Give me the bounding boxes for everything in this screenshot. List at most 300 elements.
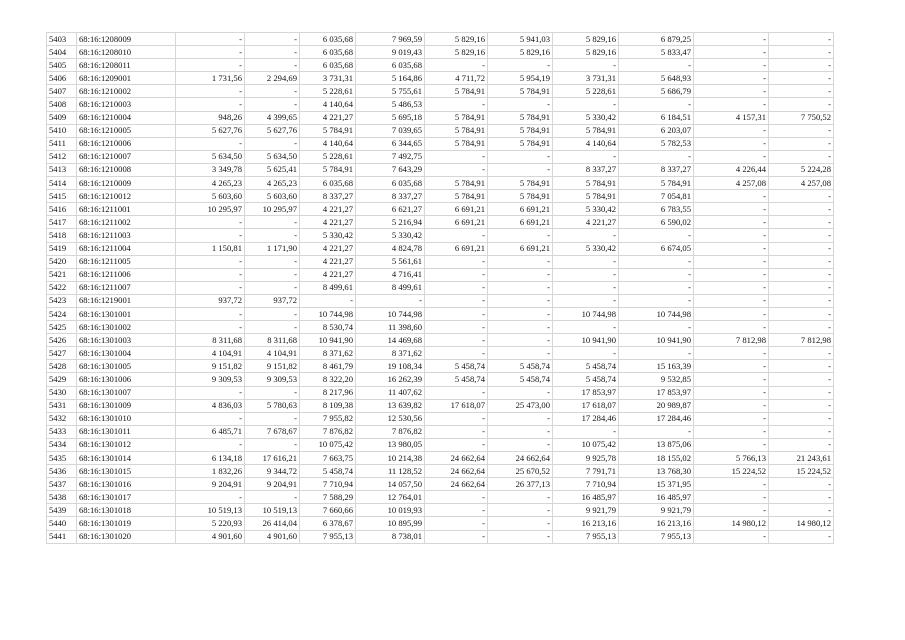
value-cell-5: 24 662,64 (425, 452, 488, 465)
value-cell-3: 5 228,61 (300, 150, 356, 163)
value-cell-6: 5 784,91 (488, 85, 553, 98)
value-cell-7: - (553, 268, 619, 281)
value-cell-9: 14 980,12 (694, 517, 769, 530)
value-cell-8: - (619, 98, 694, 111)
value-cell-6: 5 458,74 (488, 360, 553, 373)
row-number-cell: 5411 (47, 137, 77, 150)
cadastral-number-cell: 68:16:1210004 (77, 111, 176, 124)
value-cell-2: 17 616,21 (245, 452, 300, 465)
value-cell-4: 5 755,61 (356, 85, 425, 98)
value-cell-5: 6 691,21 (425, 203, 488, 216)
value-cell-4: 14 469,68 (356, 334, 425, 347)
cadastral-number-cell: 68:16:1301018 (77, 504, 176, 517)
value-cell-3: 8 371,62 (300, 347, 356, 360)
data-table (46, 32, 834, 544)
value-cell-7: 7 710,94 (553, 478, 619, 491)
value-cell-5: - (425, 255, 488, 268)
cadastral-number-cell: 68:16:1208010 (77, 46, 176, 59)
value-cell-6: - (488, 321, 553, 334)
value-cell-4: 12 530,56 (356, 412, 425, 425)
value-cell-2: 5 634,50 (245, 150, 300, 163)
value-cell-5: - (425, 425, 488, 438)
value-cell-10: - (769, 242, 834, 255)
value-cell-2: - (245, 98, 300, 111)
value-cell-1: 5 634,50 (176, 150, 245, 163)
value-cell-7: - (553, 150, 619, 163)
value-cell-1: - (176, 85, 245, 98)
value-cell-2: - (245, 33, 300, 46)
value-cell-9: 15 224,52 (694, 465, 769, 478)
value-cell-3: 5 228,61 (300, 85, 356, 98)
value-cell-8: - (619, 321, 694, 334)
value-cell-8: 18 155,02 (619, 452, 694, 465)
value-cell-9: - (694, 190, 769, 203)
value-cell-2: - (245, 268, 300, 281)
cadastral-number-cell: 68:16:1301012 (77, 438, 176, 451)
value-cell-10: 14 980,12 (769, 517, 834, 530)
value-cell-7: 7 791,71 (553, 465, 619, 478)
value-cell-5: - (425, 281, 488, 294)
value-cell-4: 7 876,82 (356, 425, 425, 438)
value-cell-2: 4 265,23 (245, 177, 300, 190)
value-cell-10: - (769, 491, 834, 504)
value-cell-7: 4 221,27 (553, 216, 619, 229)
value-cell-1: 10 519,13 (176, 504, 245, 517)
value-cell-9: - (694, 412, 769, 425)
value-cell-10: - (769, 425, 834, 438)
value-cell-9: 5 766,13 (694, 452, 769, 465)
value-cell-6: - (488, 347, 553, 360)
cadastral-number-cell: 68:16:1301015 (77, 465, 176, 478)
cadastral-number-cell: 68:16:1211003 (77, 229, 176, 242)
value-cell-3: 7 588,29 (300, 491, 356, 504)
value-cell-3: 3 731,31 (300, 72, 356, 85)
value-cell-1: 6 134,18 (176, 452, 245, 465)
value-cell-1: 10 295,97 (176, 203, 245, 216)
value-cell-2: 5 627,76 (245, 124, 300, 137)
value-cell-8: - (619, 281, 694, 294)
value-cell-6: - (488, 150, 553, 163)
cadastral-number-cell: 68:16:1210002 (77, 85, 176, 98)
table-row (47, 307, 834, 320)
value-cell-7: 9 925,78 (553, 452, 619, 465)
value-cell-9: - (694, 281, 769, 294)
value-cell-1: 5 220,93 (176, 517, 245, 530)
value-cell-6: - (488, 59, 553, 72)
value-cell-4: 5 486,53 (356, 98, 425, 111)
row-number-cell: 5418 (47, 229, 77, 242)
value-cell-4: 10 895,99 (356, 517, 425, 530)
value-cell-3: 6 035,68 (300, 177, 356, 190)
cadastral-number-cell: 68:16:1301009 (77, 399, 176, 412)
value-cell-1: - (176, 307, 245, 320)
value-cell-6: - (488, 255, 553, 268)
table-row (47, 163, 834, 176)
value-cell-3: 5 458,74 (300, 465, 356, 478)
value-cell-6: - (488, 425, 553, 438)
value-cell-10: 15 224,52 (769, 465, 834, 478)
value-cell-3: 6 035,68 (300, 59, 356, 72)
value-cell-8: 10 941,90 (619, 334, 694, 347)
value-cell-1: 8 311,68 (176, 334, 245, 347)
value-cell-8: 6 783,55 (619, 203, 694, 216)
value-cell-6: - (488, 504, 553, 517)
table-row (47, 85, 834, 98)
value-cell-10: 5 224,28 (769, 163, 834, 176)
value-cell-10: - (769, 137, 834, 150)
value-cell-6: 5 458,74 (488, 373, 553, 386)
value-cell-2: - (245, 438, 300, 451)
value-cell-10: - (769, 124, 834, 137)
value-cell-10: 7 812,98 (769, 334, 834, 347)
value-cell-5: 24 662,64 (425, 465, 488, 478)
value-cell-10: - (769, 347, 834, 360)
value-cell-7: 5 829,16 (553, 46, 619, 59)
cadastral-number-cell: 68:16:1301002 (77, 321, 176, 334)
value-cell-10: - (769, 530, 834, 543)
value-cell-9: - (694, 203, 769, 216)
value-cell-5: 5 458,74 (425, 360, 488, 373)
cadastral-number-cell: 68:16:1211004 (77, 242, 176, 255)
row-number-cell: 5419 (47, 242, 77, 255)
row-number-cell: 5423 (47, 294, 77, 307)
value-cell-10: - (769, 294, 834, 307)
value-cell-9: - (694, 33, 769, 46)
cadastral-number-cell: 68:16:1210009 (77, 177, 176, 190)
table-row (47, 386, 834, 399)
value-cell-1: 3 349,78 (176, 163, 245, 176)
value-cell-5: - (425, 321, 488, 334)
row-number-cell: 5420 (47, 255, 77, 268)
value-cell-10: - (769, 386, 834, 399)
value-cell-6: 6 691,21 (488, 242, 553, 255)
value-cell-6: - (488, 517, 553, 530)
value-cell-6: - (488, 530, 553, 543)
value-cell-10: - (769, 307, 834, 320)
row-number-cell: 5428 (47, 360, 77, 373)
value-cell-5: - (425, 504, 488, 517)
value-cell-7: 17 284,46 (553, 412, 619, 425)
table-row (47, 177, 834, 190)
value-cell-5: 6 691,21 (425, 216, 488, 229)
value-cell-9: - (694, 386, 769, 399)
value-cell-3: 6 035,68 (300, 46, 356, 59)
row-number-cell: 5432 (47, 412, 77, 425)
value-cell-2: 9 309,53 (245, 373, 300, 386)
value-cell-3: 4 221,27 (300, 255, 356, 268)
value-cell-10: - (769, 412, 834, 425)
value-cell-4: 12 764,01 (356, 491, 425, 504)
value-cell-4: 7 969,59 (356, 33, 425, 46)
value-cell-10: - (769, 504, 834, 517)
value-cell-10: - (769, 33, 834, 46)
value-cell-8: 17 284,46 (619, 412, 694, 425)
table-row (47, 347, 834, 360)
value-cell-5: 6 691,21 (425, 242, 488, 255)
value-cell-1: 5 603,60 (176, 190, 245, 203)
value-cell-6: 5 784,91 (488, 177, 553, 190)
value-cell-7: 5 458,74 (553, 373, 619, 386)
value-cell-3: 8 337,27 (300, 190, 356, 203)
value-cell-6: 5 829,16 (488, 46, 553, 59)
row-number-cell: 5424 (47, 307, 77, 320)
value-cell-2: - (245, 229, 300, 242)
value-cell-7: 5 784,91 (553, 177, 619, 190)
row-number-cell: 5404 (47, 46, 77, 59)
value-cell-1: 9 151,82 (176, 360, 245, 373)
value-cell-3: 4 140,64 (300, 98, 356, 111)
value-cell-10: - (769, 281, 834, 294)
table-row (47, 452, 834, 465)
table-row (47, 412, 834, 425)
value-cell-6: - (488, 307, 553, 320)
value-cell-2: - (245, 321, 300, 334)
value-cell-7: 5 228,61 (553, 85, 619, 98)
value-cell-9: - (694, 229, 769, 242)
value-cell-6: 5 784,91 (488, 124, 553, 137)
value-cell-10: - (769, 321, 834, 334)
table-row (47, 137, 834, 150)
value-cell-1: 4 836,03 (176, 399, 245, 412)
value-cell-4: 13 980,05 (356, 438, 425, 451)
value-cell-3: 4 140,64 (300, 137, 356, 150)
value-cell-9: - (694, 530, 769, 543)
value-cell-10: - (769, 72, 834, 85)
value-cell-9: - (694, 46, 769, 59)
value-cell-5: 5 784,91 (425, 190, 488, 203)
value-cell-4: 8 337,27 (356, 190, 425, 203)
value-cell-3: 10 075,42 (300, 438, 356, 451)
value-cell-9: - (694, 360, 769, 373)
value-cell-9: - (694, 242, 769, 255)
value-cell-6: - (488, 438, 553, 451)
value-cell-1: - (176, 438, 245, 451)
value-cell-1: - (176, 321, 245, 334)
value-cell-6: - (488, 163, 553, 176)
value-cell-1: - (176, 255, 245, 268)
value-cell-4: 9 019,43 (356, 46, 425, 59)
value-cell-4: 14 057,50 (356, 478, 425, 491)
value-cell-6: 6 691,21 (488, 203, 553, 216)
table-row (47, 321, 834, 334)
value-cell-5: - (425, 412, 488, 425)
value-cell-2: 5 625,41 (245, 163, 300, 176)
cadastral-number-cell: 68:16:1301010 (77, 412, 176, 425)
table-row (47, 98, 834, 111)
value-cell-7: 9 921,79 (553, 504, 619, 517)
row-number-cell: 5437 (47, 478, 77, 491)
value-cell-9: - (694, 124, 769, 137)
row-number-cell: 5421 (47, 268, 77, 281)
value-cell-1: 948,26 (176, 111, 245, 124)
value-cell-1: - (176, 216, 245, 229)
value-cell-7: 10 744,98 (553, 307, 619, 320)
value-cell-4: 5 216,94 (356, 216, 425, 229)
value-cell-9: - (694, 137, 769, 150)
value-cell-5: 5 829,16 (425, 46, 488, 59)
value-cell-7: 16 485,97 (553, 491, 619, 504)
cadastral-number-cell: 68:16:1208009 (77, 33, 176, 46)
value-cell-4: 4 716,41 (356, 268, 425, 281)
value-cell-7: - (553, 255, 619, 268)
value-cell-3: 4 221,27 (300, 216, 356, 229)
value-cell-4: 19 108,34 (356, 360, 425, 373)
table-row (47, 268, 834, 281)
table-row (47, 46, 834, 59)
value-cell-3: 5 784,91 (300, 124, 356, 137)
value-cell-8: 13 768,30 (619, 465, 694, 478)
value-cell-10: - (769, 190, 834, 203)
value-cell-3: - (300, 294, 356, 307)
value-cell-3: 4 221,27 (300, 203, 356, 216)
value-cell-7: - (553, 229, 619, 242)
value-cell-2: - (245, 386, 300, 399)
value-cell-4: 10 744,98 (356, 307, 425, 320)
value-cell-5: 5 829,16 (425, 33, 488, 46)
table-row (47, 294, 834, 307)
row-number-cell: 5407 (47, 85, 77, 98)
table-row (47, 465, 834, 478)
value-cell-2: - (245, 255, 300, 268)
row-number-cell: 5429 (47, 373, 77, 386)
value-cell-1: 1 832,26 (176, 465, 245, 478)
value-cell-7: 10 075,42 (553, 438, 619, 451)
value-cell-10: - (769, 229, 834, 242)
value-cell-2: - (245, 307, 300, 320)
value-cell-3: 7 955,13 (300, 530, 356, 543)
value-cell-2: 7 678,67 (245, 425, 300, 438)
value-cell-3: 5 784,91 (300, 163, 356, 176)
value-cell-4: 8 499,61 (356, 281, 425, 294)
row-number-cell: 5406 (47, 72, 77, 85)
value-cell-4: 10 019,93 (356, 504, 425, 517)
table-row (47, 530, 834, 543)
value-cell-10: - (769, 268, 834, 281)
value-cell-1: 4 901,60 (176, 530, 245, 543)
value-cell-4: 8 371,62 (356, 347, 425, 360)
table-row (47, 203, 834, 216)
value-cell-8: 6 590,02 (619, 216, 694, 229)
cadastral-number-cell: 68:16:1301017 (77, 491, 176, 504)
value-cell-8: 5 782,53 (619, 137, 694, 150)
value-cell-1: 4 265,23 (176, 177, 245, 190)
value-cell-5: - (425, 307, 488, 320)
value-cell-4: 11 398,60 (356, 321, 425, 334)
value-cell-5: 24 662,64 (425, 478, 488, 491)
value-cell-8: - (619, 59, 694, 72)
row-number-cell: 5416 (47, 203, 77, 216)
value-cell-7: 17 618,07 (553, 399, 619, 412)
value-cell-3: 4 221,27 (300, 111, 356, 124)
value-cell-2: - (245, 46, 300, 59)
value-cell-2: - (245, 85, 300, 98)
row-number-cell: 5413 (47, 163, 77, 176)
value-cell-3: 8 499,61 (300, 281, 356, 294)
value-cell-1: 1 150,81 (176, 242, 245, 255)
row-number-cell: 5438 (47, 491, 77, 504)
value-cell-4: 10 214,38 (356, 452, 425, 465)
row-number-cell: 5439 (47, 504, 77, 517)
table-row (47, 281, 834, 294)
value-cell-9: - (694, 255, 769, 268)
row-number-cell: 5431 (47, 399, 77, 412)
row-number-cell: 5422 (47, 281, 77, 294)
table-row (47, 425, 834, 438)
value-cell-10: - (769, 85, 834, 98)
cadastral-number-cell: 68:16:1208011 (77, 59, 176, 72)
value-cell-8: - (619, 425, 694, 438)
cadastral-number-cell: 68:16:1301014 (77, 452, 176, 465)
value-cell-9: - (694, 98, 769, 111)
cadastral-number-cell: 68:16:1210006 (77, 137, 176, 150)
value-cell-7: - (553, 281, 619, 294)
value-cell-1: 4 104,91 (176, 347, 245, 360)
value-cell-8: 17 853,97 (619, 386, 694, 399)
value-cell-5: - (425, 517, 488, 530)
table-row (47, 216, 834, 229)
value-cell-10: - (769, 438, 834, 451)
value-cell-9: - (694, 150, 769, 163)
value-cell-3: 4 221,27 (300, 242, 356, 255)
value-cell-10: - (769, 46, 834, 59)
value-cell-6: - (488, 281, 553, 294)
value-cell-8: 5 833,47 (619, 46, 694, 59)
value-cell-4: 13 639,82 (356, 399, 425, 412)
value-cell-9: - (694, 216, 769, 229)
value-cell-10: 21 243,61 (769, 452, 834, 465)
value-cell-4: 11 407,62 (356, 386, 425, 399)
cadastral-number-cell: 68:16:1210012 (77, 190, 176, 203)
value-cell-2: 10 519,13 (245, 504, 300, 517)
value-cell-9: - (694, 85, 769, 98)
value-cell-6: 24 662,64 (488, 452, 553, 465)
cadastral-number-cell: 68:16:1211002 (77, 216, 176, 229)
table-row (47, 150, 834, 163)
table-row (47, 255, 834, 268)
row-number-cell: 5427 (47, 347, 77, 360)
value-cell-4: 5 164,86 (356, 72, 425, 85)
value-cell-10: - (769, 98, 834, 111)
value-cell-6: 5 941,03 (488, 33, 553, 46)
value-cell-9: 4 257,08 (694, 177, 769, 190)
table-row (47, 504, 834, 517)
value-cell-8: 6 184,51 (619, 111, 694, 124)
value-cell-2: 1 171,90 (245, 242, 300, 255)
value-cell-8: - (619, 229, 694, 242)
value-cell-5: - (425, 229, 488, 242)
cadastral-number-cell: 68:16:1209001 (77, 72, 176, 85)
row-number-cell: 5434 (47, 438, 77, 451)
value-cell-4: 6 035,68 (356, 59, 425, 72)
value-cell-7: 10 941,90 (553, 334, 619, 347)
value-cell-9: - (694, 72, 769, 85)
table-row (47, 478, 834, 491)
value-cell-1: - (176, 412, 245, 425)
cadastral-number-cell: 68:16:1301019 (77, 517, 176, 530)
value-cell-8: 9 532,85 (619, 373, 694, 386)
value-cell-2: 4 104,91 (245, 347, 300, 360)
value-cell-7: 5 458,74 (553, 360, 619, 373)
value-cell-9: - (694, 59, 769, 72)
value-cell-3: 7 710,94 (300, 478, 356, 491)
value-cell-6: 5 784,91 (488, 111, 553, 124)
value-cell-2: - (245, 281, 300, 294)
table-row (47, 111, 834, 124)
value-cell-2: 5 780,63 (245, 399, 300, 412)
value-cell-9: - (694, 399, 769, 412)
value-cell-8: - (619, 268, 694, 281)
row-number-cell: 5415 (47, 190, 77, 203)
